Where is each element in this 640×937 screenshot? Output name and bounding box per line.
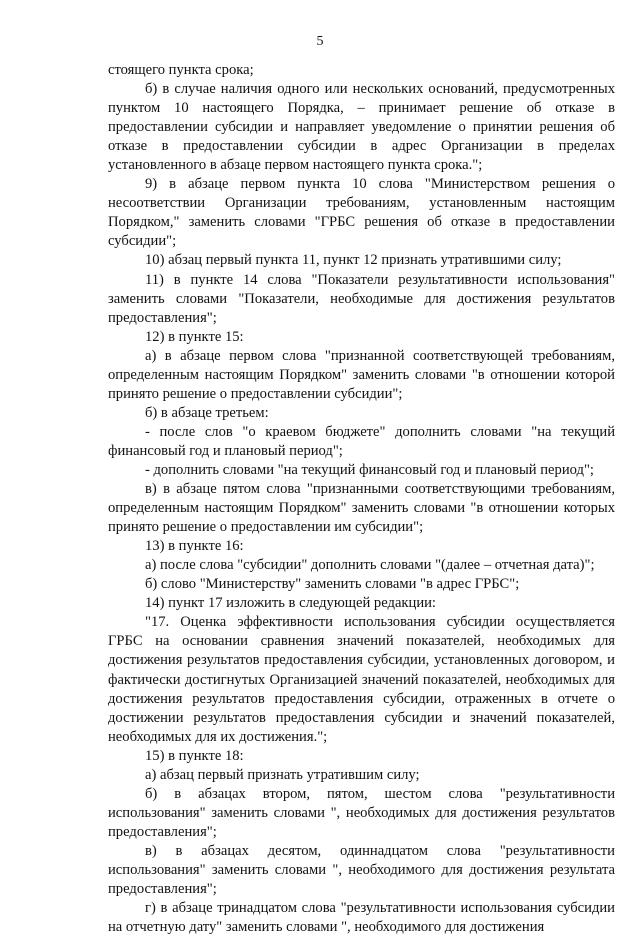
document-body	[108, 61, 615, 937]
paragraph: а) после слова "субсидии" дополнить словами "(далее – отчетная дата)";	[145, 557, 595, 574]
paragraph: 10) абзац первый пункта 11, пункт 12 признать утратившими силу;	[145, 252, 562, 269]
paragraph: в) в абзаце пятом слова "признанными соответствующими требованиям, определенным настоящим Порядком" заменить словами "в отношении которых принято решение о предоставлении им субсидии";	[108, 481, 615, 536]
paragraph: 12) в пункте 15:	[145, 328, 244, 345]
paragraph: б) в абзацах втором, пятом, шестом слова "результативности использования" заменить словами ", необходимых для достижения результатов предоставления";	[108, 785, 615, 840]
paragraph: стоящего пункта срока;	[108, 62, 254, 78]
page-number: 5	[316, 34, 324, 49]
paragraph: 15) в пункте 18:	[145, 747, 244, 764]
paragraph: а) абзац первый признать утратившим силу;	[145, 766, 420, 783]
paragraph: - дополнить словами "на текущий финансовый год и плановый период";	[145, 461, 594, 478]
paragraph: б) в случае наличия одного или нескольких оснований, предусмотренных пунктом 10 настоящего Порядка, – принимает решение об отказе в предоставлении субсидии и направляет уведомление о принятии решения об отказе в предоставлении субсидии в адрес Организации в пределах установленного в абзаце первом настоящего пункта срока.";	[108, 81, 615, 174]
paragraph: - после слов "о краевом бюджете" дополнить словами "на текущий финансовый год и плановый период";	[108, 423, 615, 459]
paragraph: 13) в пункте 16:	[145, 538, 244, 555]
paragraph: б) в абзаце третьем:	[145, 404, 269, 421]
paragraph: а) в абзаце первом слова "признанной соответствующей требованиям, определенным настоящим Порядком" заменить словами "в отношении которой принято решение о предоставлении субсидии";	[108, 347, 615, 402]
paragraph: г) в абзаце тринадцатом слова "результативности использования субсидии на отчетную дату" заменить словами ", необходимого для достижения	[108, 900, 615, 936]
paragraph: "17. Оценка эффективности использования субсидии осуществляется ГРБС на основании сравнения значений показателей, необходимых для достижения результатов предоставления субсидии, установленных договором, и фактически достигнутых Организацией значений показателей, необходимых для достижения результатов предоставления субсидии, отраженных в отчете о достижении результатов предоставления субсидии и значений показателей, необходимых для их достижения.";	[108, 614, 615, 745]
paragraph: б) слово "Министерству" заменить словами "в адрес ГРБС";	[145, 576, 520, 593]
paragraph: в) в абзацах десятом, одиннадцатом слова "результативности использования" заменить словами ", необходимого для достижения результата предоставления";	[108, 842, 615, 898]
paragraph: 14) пункт 17 изложить в следующей редакции:	[145, 595, 436, 612]
paragraph: 11) в пункте 14 слова "Показатели результативности использования" заменить словами "Показатели, необходимые для достижения результатов предоставления";	[108, 271, 615, 326]
paragraph: 9) в абзаце первом пункта 10 слова "Министерством решения о несоответствии Организации требованиям, установленным настоящим Порядком," заменить словами "ГРБС решения об отказе в предоставлении субсидии";	[108, 176, 615, 250]
